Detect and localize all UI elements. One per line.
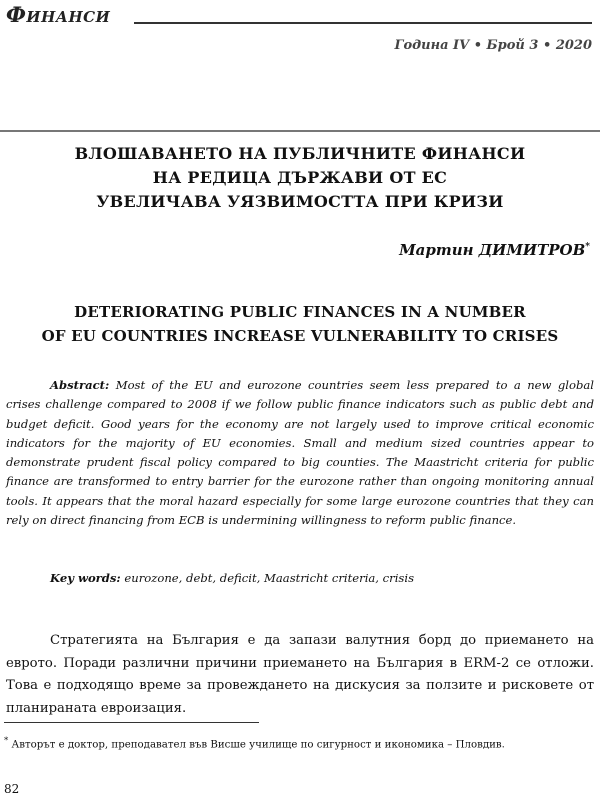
title-bg-line-3: УВЕЛИЧАВА УЯЗВИМОСТТА ПРИ КРИЗИ [96,192,504,211]
title-divider [0,130,600,132]
keywords-text: eurozone, debt, deficit, Maastricht criteria, crisis [124,571,415,585]
author-name [399,241,590,259]
article-title-en [20,300,580,348]
abstract [6,376,594,530]
body-paragraph: Стратегията на България е да запази валутния борд до приемането на еврото. Поради различни причини приемането на България в ERM-2 се отложи. Това е подходящо време за провеждането на дискусия за ползите и рисковете от планираната еврoизация. [6,633,594,716]
keywords-label: Key words: [50,571,121,585]
abstract-label: Abstract: [50,378,110,392]
footnote [4,733,596,753]
footnote-text: Авторът е доктор, преподавател във Висше училище по сигурност и икономика – Пловдив. [11,739,505,751]
journal-name: Финанси [6,2,111,27]
footnote-mark: * [4,736,9,746]
author-name-text: Мартин ДИМИТРОВ [399,241,586,259]
footnote-divider [4,722,259,723]
running-header [6,0,592,34]
article-title-bg [20,142,580,214]
title-en-line-2: OF EU COUNTRIES INCREASE VULNERABILITY TO CRISES [41,327,559,345]
title-en-line-1: DETERIORATING PUBLIC FINANCES IN A NUMBER [74,303,526,321]
abstract-text: Most of the EU and eurozone countries seem less prepared to a new global crises challenge compared to 2008 if we follow public finance indicators such as public debt and budget deficit. Good years for the economy are not largely used to improve critical economic indicators for the majority of EU economies. Small and medium sized countries appear to demonstrate prudent fiscal policy compared to big counties. The Maastricht criteria for public finance are transformed to entry barrier for the eurozone rather than ongoing monitoring annual tools. It appears that the moral hazard especially for some large eurozone countries that they can rely on direct financing from ECB is undermining willingness to reform public finance. [6,378,594,528]
issue-info: Година IV • Брой 3 • 2020 [394,38,592,53]
page-number: 82 [4,782,20,796]
header-rule [134,22,592,24]
title-bg-line-1: ВЛОШАВАНЕТО НА ПУБЛИЧНИТЕ ФИНАНСИ [74,144,526,163]
author-footnote-mark[interactable]: * [585,242,590,252]
title-bg-line-2: НА РЕДИЦА ДЪРЖАВИ ОТ ЕС [152,168,448,187]
keywords [50,569,594,588]
